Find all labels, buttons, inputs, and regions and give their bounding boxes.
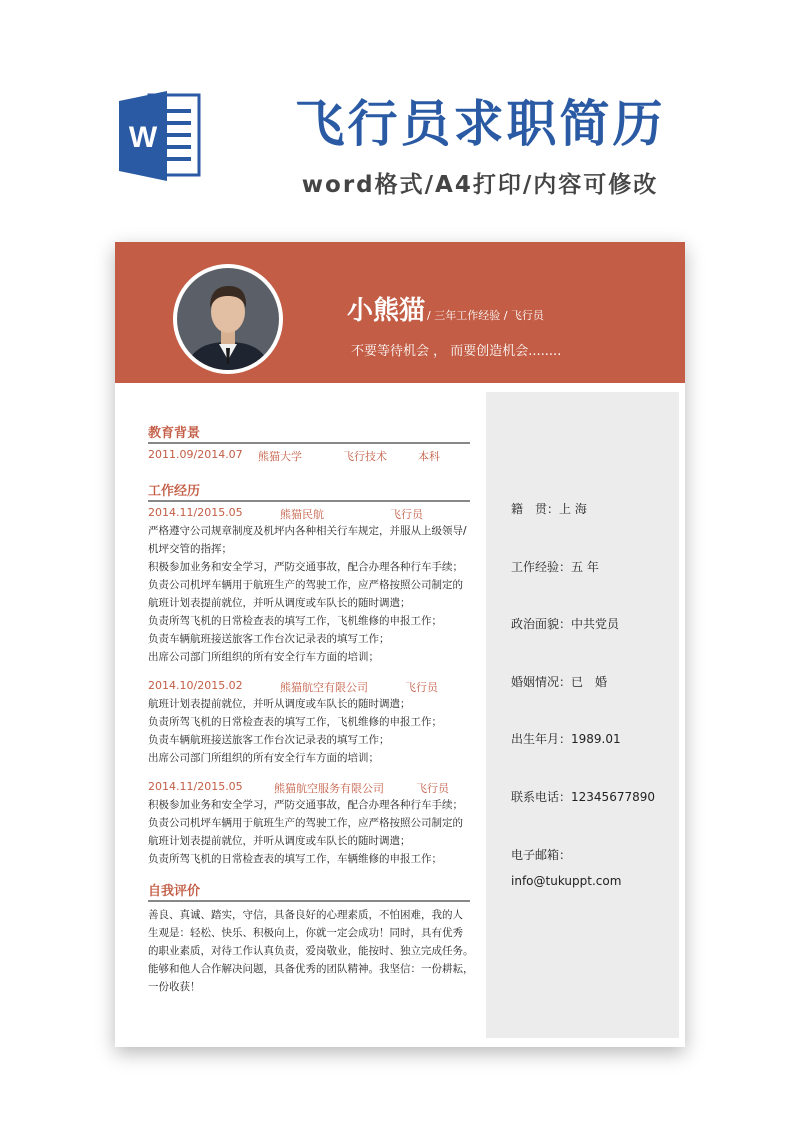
- job-line: 出席公司部门所组织的所有安全行车方面的培训；: [148, 752, 379, 764]
- info-label: 电子邮箱：: [511, 848, 572, 862]
- self-eval-title: 自我评价: [148, 880, 470, 902]
- education-title: 教育背景: [148, 422, 470, 444]
- edu-degree: 本科: [418, 450, 440, 463]
- job-position: 飞行员: [416, 782, 449, 795]
- info-row-political: [511, 615, 619, 632]
- job-company: 熊猫航空服务有限公司: [274, 782, 384, 795]
- info-label: 籍 贯：: [511, 502, 560, 516]
- job-line: 负责所驾飞机的日常检查表的填写工作，飞机维修的申报工作；: [148, 716, 442, 728]
- info-row-hometown: [511, 500, 587, 517]
- self-eval-line: 生观是：轻松、快乐、积极向上，你就一定会成功！同时，具有优秀: [148, 927, 463, 939]
- job-entry: [148, 780, 470, 868]
- edu-major: 飞行技术: [343, 450, 387, 463]
- job-line: 负责公司机坪车辆用于航班生产的驾驶工作，应严格按照公司制定的: [148, 579, 463, 591]
- name-line: [347, 290, 544, 327]
- job-line: 机坪交管的指挥；: [148, 543, 232, 555]
- candidate-name: 小熊猫: [347, 296, 426, 326]
- job-line: 负责车辆航班接送旅客工作台次记录表的填写工作；: [148, 633, 390, 645]
- edu-date: 2011.09/2014.07: [148, 448, 243, 461]
- motto: 不要等待机会 ， 而要创造机会........: [351, 344, 562, 359]
- job-line: 严格遵守公司规章制度及机坪内各种相关行车规定，并服从上级领导/: [148, 525, 467, 537]
- resume-page: [115, 242, 685, 1047]
- info-sidebar: [486, 392, 679, 1038]
- word-logo-letter: W: [128, 121, 158, 154]
- job-line: 负责车辆航班接送旅客工作台次记录表的填写工作；: [148, 734, 390, 746]
- main-column: [148, 422, 474, 996]
- avatar: [173, 264, 283, 374]
- job-company: 熊猫航空有限公司: [280, 681, 368, 694]
- job-line: 出席公司部门所组织的所有安全行车方面的培训；: [148, 651, 379, 663]
- info-row-phone: [511, 788, 655, 805]
- info-value: 上 海: [559, 502, 587, 516]
- info-value: 五 年: [571, 560, 599, 574]
- person-photo-icon: [177, 268, 279, 370]
- job-line: 航班计划表提前就位，并听从调度或车队长的随时调遣；: [148, 597, 411, 609]
- info-value: 中共党员: [571, 617, 620, 631]
- job-line: 负责所驾飞机的日常检查表的填写工作，车辆维修的申报工作；: [148, 853, 442, 865]
- job-date: 2014.11/2015.05: [148, 780, 243, 793]
- job-line: 航班计划表提前就位，并听从调度或车队长的随时调遣；: [148, 835, 411, 847]
- job-date: 2014.10/2015.02: [148, 679, 243, 692]
- job-entry: [148, 679, 470, 767]
- job-position: 飞行员: [390, 508, 423, 521]
- edu-school: 熊猫大学: [258, 450, 302, 463]
- info-value: info@tukuppt.com: [511, 874, 622, 888]
- info-label: 出生年月：: [511, 732, 572, 746]
- job-line: 负责所驾飞机的日常检查表的填写工作，飞机维修的申报工作；: [148, 615, 442, 627]
- job-line: 积极参加业务和安全学习，严防交通事故，配合办理各种行车手续；: [148, 799, 463, 811]
- self-eval-line: 善良、真诚、踏实，守信，具备良好的心理素质，不怕困难，我的人: [148, 909, 463, 921]
- promo-title: 飞行员求职简历: [294, 95, 666, 153]
- job-date: 2014.11/2015.05: [148, 506, 243, 519]
- self-eval-line: 一份收获！: [148, 981, 201, 993]
- word-document-icon: [115, 85, 203, 185]
- job-position: 飞行员: [405, 681, 438, 694]
- header-banner: [115, 242, 685, 383]
- job-line: 积极参加业务和安全学习，严防交通事故，配合办理各种行车手续；: [148, 561, 463, 573]
- info-label: 联系电话：: [511, 790, 572, 804]
- job-line: 负责公司机坪车辆用于航班生产的驾驶工作，应严格按照公司制定的: [148, 817, 463, 829]
- self-eval-line: 的职业素质，对待工作认真负责，爱岗敬业，能按时、独立完成任务。: [148, 945, 474, 957]
- promo-header: [0, 0, 800, 230]
- candidate-meta: / 三年工作经验 / 飞行员: [427, 309, 544, 322]
- info-row-birth: [511, 730, 621, 747]
- info-label: 政治面貌：: [511, 617, 572, 631]
- job-line: 航班计划表提前就位，并听从调度或车队长的随时调遣；: [148, 698, 411, 710]
- job-header: [148, 679, 470, 695]
- info-row-email-value: [511, 874, 621, 888]
- info-row-email-label: [511, 846, 571, 863]
- education-entry: [148, 448, 470, 464]
- work-title: 工作经历: [148, 480, 470, 502]
- info-row-marital: [511, 673, 607, 690]
- self-eval-line: 能够和他人合作解决问题，具备优秀的团队精神。我坚信：一份耕耘，: [148, 963, 474, 975]
- info-value: 12345677890: [571, 790, 655, 804]
- info-value: 已 婚: [571, 675, 608, 689]
- info-label: 婚姻情况：: [511, 675, 572, 689]
- job-company: 熊猫民航: [280, 508, 324, 521]
- job-header: [148, 506, 470, 522]
- job-header: [148, 780, 470, 796]
- info-label: 工作经验：: [511, 560, 572, 574]
- job-entry: [148, 506, 470, 666]
- info-value: 1989.01: [571, 732, 621, 746]
- promo-subtitle: word格式/A4打印/内容可修改: [301, 172, 659, 198]
- info-row-experience: [511, 558, 599, 575]
